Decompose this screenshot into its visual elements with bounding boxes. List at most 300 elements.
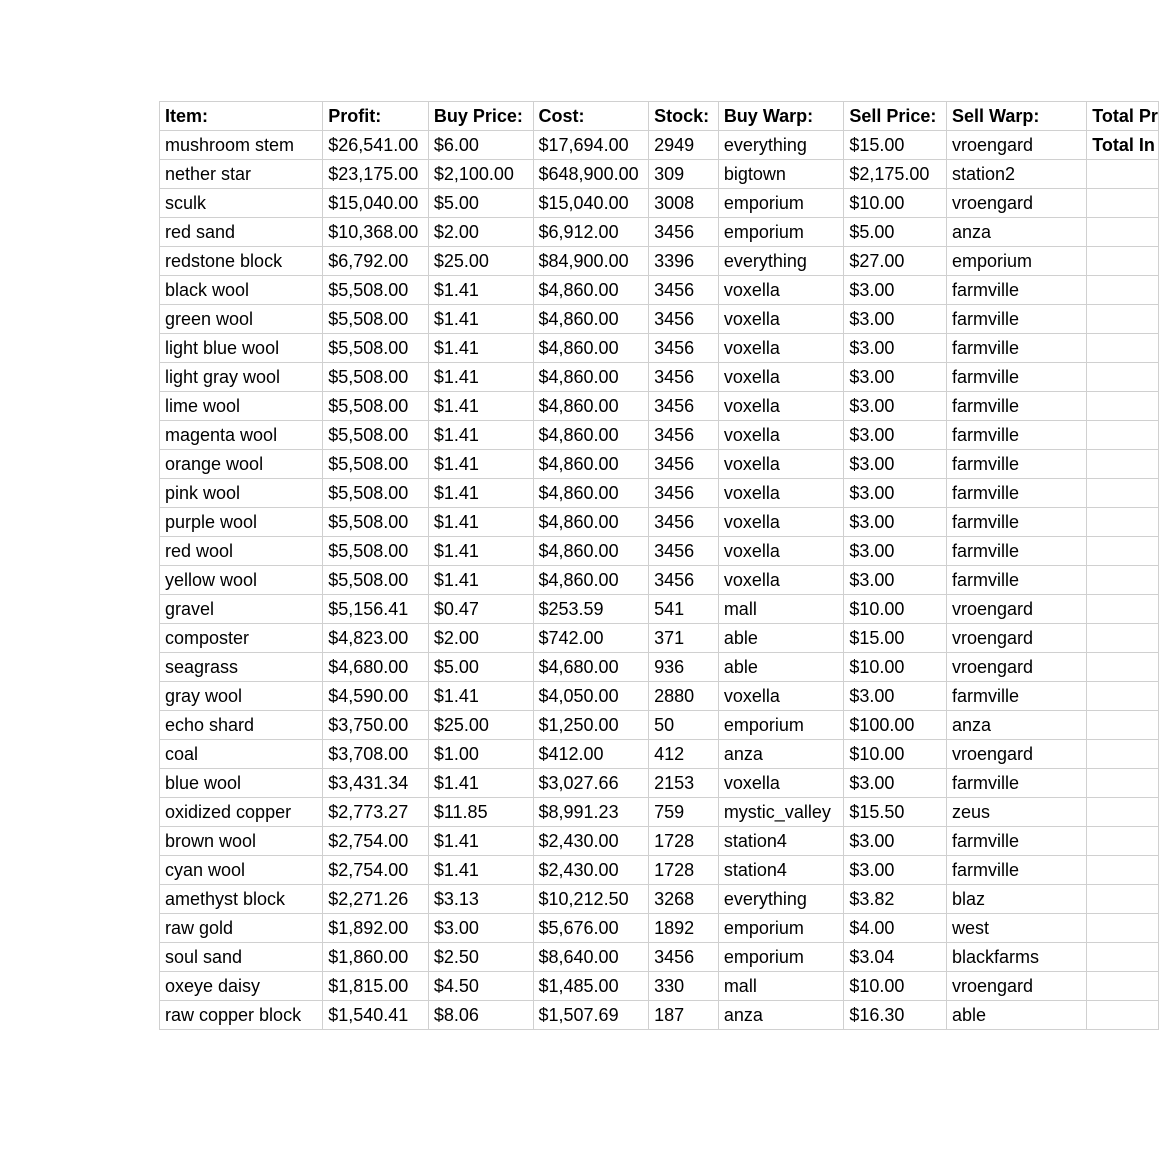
cell-buy-warp[interactable]: voxella xyxy=(718,479,844,508)
cell-stock[interactable]: 2153 xyxy=(649,769,719,798)
cell-buy-price[interactable]: $1.41 xyxy=(428,682,533,711)
cell-item[interactable]: redstone block xyxy=(160,247,323,276)
cell-empty[interactable] xyxy=(1087,334,1159,363)
cell-profit[interactable]: $3,708.00 xyxy=(323,740,429,769)
cell-item[interactable]: red wool xyxy=(160,537,323,566)
cell-sell-price[interactable]: $3.00 xyxy=(844,479,947,508)
header-cell-stock[interactable]: Stock: xyxy=(649,102,719,131)
cell-buy-price[interactable]: $8.06 xyxy=(428,1001,533,1030)
cell-item[interactable]: lime wool xyxy=(160,392,323,421)
cell-item[interactable]: gravel xyxy=(160,595,323,624)
cell-sell-warp[interactable]: farmville xyxy=(946,276,1086,305)
cell-profit[interactable]: $2,754.00 xyxy=(323,856,429,885)
header-row xyxy=(160,102,1159,131)
cell-buy-warp[interactable]: anza xyxy=(718,1001,844,1030)
cell-stock[interactable]: 3456 xyxy=(649,943,719,972)
cell-item[interactable]: coal xyxy=(160,740,323,769)
cell-sell-warp[interactable]: station2 xyxy=(946,160,1086,189)
cell-cost[interactable]: $4,860.00 xyxy=(533,334,649,363)
cell-buy-price[interactable]: $5.00 xyxy=(428,189,533,218)
cell-item[interactable]: oxidized copper xyxy=(160,798,323,827)
cell-profit[interactable]: $26,541.00 xyxy=(323,131,429,160)
cell-buy-price[interactable]: $1.41 xyxy=(428,856,533,885)
cell-stock[interactable]: 541 xyxy=(649,595,719,624)
cell-profit[interactable]: $1,860.00 xyxy=(323,943,429,972)
cell-buy-price[interactable]: $1.41 xyxy=(428,479,533,508)
cell-empty[interactable] xyxy=(1087,972,1159,1001)
cell-profit[interactable]: $23,175.00 xyxy=(323,160,429,189)
cell-cost[interactable]: $4,680.00 xyxy=(533,653,649,682)
cell-empty[interactable] xyxy=(1087,798,1159,827)
cell-buy-warp[interactable]: voxella xyxy=(718,305,844,334)
cell-buy-price[interactable]: $2.00 xyxy=(428,624,533,653)
cell-buy-price[interactable]: $1.41 xyxy=(428,827,533,856)
cell-stock[interactable]: 187 xyxy=(649,1001,719,1030)
cell-stock[interactable]: 3008 xyxy=(649,189,719,218)
cell-sell-warp[interactable]: farmville xyxy=(946,363,1086,392)
cell-profit[interactable]: $5,508.00 xyxy=(323,363,429,392)
cell-buy-warp[interactable]: emporium xyxy=(718,711,844,740)
cell-cost[interactable]: $5,676.00 xyxy=(533,914,649,943)
cell-sell-price[interactable]: $10.00 xyxy=(844,189,947,218)
cell-buy-warp[interactable]: anza xyxy=(718,740,844,769)
cell-stock[interactable]: 3268 xyxy=(649,885,719,914)
cell-sell-price[interactable]: $3.82 xyxy=(844,885,947,914)
cell-item[interactable]: amethyst block xyxy=(160,885,323,914)
cell-item[interactable]: seagrass xyxy=(160,653,323,682)
cell-sell-warp[interactable]: vroengard xyxy=(946,624,1086,653)
cell-buy-warp[interactable]: bigtown xyxy=(718,160,844,189)
cell-empty[interactable] xyxy=(1087,1001,1159,1030)
cell-buy-warp[interactable]: emporium xyxy=(718,189,844,218)
cell-buy-price[interactable]: $4.50 xyxy=(428,972,533,1001)
cell-sell-warp[interactable]: anza xyxy=(946,218,1086,247)
cell-sell-price[interactable]: $3.00 xyxy=(844,392,947,421)
cell-stock[interactable]: 1892 xyxy=(649,914,719,943)
cell-sell-price[interactable]: $15.00 xyxy=(844,131,947,160)
cell-stock[interactable]: 3456 xyxy=(649,392,719,421)
cell-cost[interactable]: $4,050.00 xyxy=(533,682,649,711)
cell-buy-warp[interactable]: voxella xyxy=(718,363,844,392)
table-row xyxy=(160,1001,1159,1030)
cell-sell-price[interactable]: $10.00 xyxy=(844,740,947,769)
cell-buy-warp[interactable]: voxella xyxy=(718,421,844,450)
cell-profit[interactable]: $6,792.00 xyxy=(323,247,429,276)
cell-buy-price[interactable]: $3.00 xyxy=(428,914,533,943)
cell-cost[interactable]: $84,900.00 xyxy=(533,247,649,276)
cell-empty[interactable] xyxy=(1087,189,1159,218)
cell-empty[interactable] xyxy=(1087,450,1159,479)
cell-cost[interactable]: $742.00 xyxy=(533,624,649,653)
cell-cost[interactable]: $4,860.00 xyxy=(533,276,649,305)
cell-cost[interactable]: $8,640.00 xyxy=(533,943,649,972)
cell-sell-price[interactable]: $10.00 xyxy=(844,972,947,1001)
cell-sell-warp[interactable]: vroengard xyxy=(946,740,1086,769)
cell-item[interactable]: mushroom stem xyxy=(160,131,323,160)
cell-buy-warp[interactable]: voxella xyxy=(718,537,844,566)
cell-empty[interactable] xyxy=(1087,218,1159,247)
cell-stock[interactable]: 3456 xyxy=(649,479,719,508)
cell-buy-warp[interactable]: voxella xyxy=(718,450,844,479)
table-row xyxy=(160,189,1159,218)
cell-buy-price[interactable]: $1.00 xyxy=(428,740,533,769)
cell-cost[interactable]: $1,507.69 xyxy=(533,1001,649,1030)
table-row xyxy=(160,334,1159,363)
cell-profit[interactable]: $2,754.00 xyxy=(323,827,429,856)
cell-buy-price[interactable]: $1.41 xyxy=(428,421,533,450)
cell-stock[interactable]: 330 xyxy=(649,972,719,1001)
cell-buy-price[interactable]: $5.00 xyxy=(428,653,533,682)
cell-buy-price[interactable]: $25.00 xyxy=(428,247,533,276)
cell-buy-warp[interactable]: everything xyxy=(718,131,844,160)
cell-empty[interactable] xyxy=(1087,885,1159,914)
cell-buy-warp[interactable]: voxella xyxy=(718,276,844,305)
cell-profit[interactable]: $5,508.00 xyxy=(323,392,429,421)
cell-buy-price[interactable]: $3.13 xyxy=(428,885,533,914)
cell-stock[interactable]: 1728 xyxy=(649,827,719,856)
cell-stock[interactable]: 3456 xyxy=(649,566,719,595)
cell-cost[interactable]: $1,250.00 xyxy=(533,711,649,740)
cell-sell-warp[interactable]: farmville xyxy=(946,682,1086,711)
cell-stock[interactable]: 759 xyxy=(649,798,719,827)
cell-buy-price[interactable]: $2.00 xyxy=(428,218,533,247)
cell-buy-price[interactable]: $1.41 xyxy=(428,363,533,392)
cell-item[interactable]: oxeye daisy xyxy=(160,972,323,1001)
cell-sell-warp[interactable]: vroengard xyxy=(946,972,1086,1001)
cell-cost[interactable]: $4,860.00 xyxy=(533,450,649,479)
cell-sell-warp[interactable]: farmville xyxy=(946,827,1086,856)
cell-stock[interactable]: 936 xyxy=(649,653,719,682)
cell-profit[interactable]: $5,508.00 xyxy=(323,537,429,566)
cell-item[interactable]: brown wool xyxy=(160,827,323,856)
cell-stock[interactable]: 2880 xyxy=(649,682,719,711)
table-row xyxy=(160,653,1159,682)
cell-sell-price[interactable]: $3.00 xyxy=(844,566,947,595)
cell-item[interactable]: light gray wool xyxy=(160,363,323,392)
cell-sell-price[interactable]: $3.00 xyxy=(844,421,947,450)
cell-cost[interactable]: $4,860.00 xyxy=(533,363,649,392)
cell-sell-price[interactable]: $100.00 xyxy=(844,711,947,740)
cell-empty[interactable] xyxy=(1087,653,1159,682)
table-row xyxy=(160,508,1159,537)
header-cell-sell-warp[interactable]: Sell Warp: xyxy=(946,102,1086,131)
cell-sell-price[interactable]: $15.00 xyxy=(844,624,947,653)
cell-sell-price[interactable]: $4.00 xyxy=(844,914,947,943)
cell-sell-price[interactable]: $27.00 xyxy=(844,247,947,276)
cell-cost[interactable]: $1,485.00 xyxy=(533,972,649,1001)
cell-buy-price[interactable]: $6.00 xyxy=(428,131,533,160)
cell-buy-price[interactable]: $1.41 xyxy=(428,508,533,537)
cell-sell-price[interactable]: $3.00 xyxy=(844,450,947,479)
cell-stock[interactable]: 50 xyxy=(649,711,719,740)
cell-sell-warp[interactable]: blackfarms xyxy=(946,943,1086,972)
cell-item[interactable]: cyan wool xyxy=(160,856,323,885)
cell-buy-warp[interactable]: able xyxy=(718,624,844,653)
cell-buy-price[interactable]: $1.41 xyxy=(428,392,533,421)
cell-item[interactable]: composter xyxy=(160,624,323,653)
cell-total-label[interactable]: Total In xyxy=(1087,131,1159,160)
header-cell-buy-warp[interactable]: Buy Warp: xyxy=(718,102,844,131)
cell-sell-warp[interactable]: emporium xyxy=(946,247,1086,276)
cell-profit[interactable]: $3,750.00 xyxy=(323,711,429,740)
cell-item[interactable]: echo shard xyxy=(160,711,323,740)
cell-stock[interactable]: 3456 xyxy=(649,508,719,537)
cell-sell-warp[interactable]: anza xyxy=(946,711,1086,740)
cell-sell-price[interactable]: $5.00 xyxy=(844,218,947,247)
cell-item[interactable]: purple wool xyxy=(160,508,323,537)
cell-profit[interactable]: $5,508.00 xyxy=(323,421,429,450)
cell-empty[interactable] xyxy=(1087,769,1159,798)
cell-empty[interactable] xyxy=(1087,595,1159,624)
cell-sell-price[interactable]: $15.50 xyxy=(844,798,947,827)
cell-empty[interactable] xyxy=(1087,827,1159,856)
cell-sell-warp[interactable]: farmville xyxy=(946,450,1086,479)
cell-buy-warp[interactable]: emporium xyxy=(718,943,844,972)
cell-profit[interactable]: $5,156.41 xyxy=(323,595,429,624)
cell-buy-warp[interactable]: voxella xyxy=(718,508,844,537)
cell-item[interactable]: sculk xyxy=(160,189,323,218)
cell-cost[interactable]: $10,212.50 xyxy=(533,885,649,914)
cell-profit[interactable]: $3,431.34 xyxy=(323,769,429,798)
cell-empty[interactable] xyxy=(1087,363,1159,392)
cell-profit[interactable]: $5,508.00 xyxy=(323,479,429,508)
cell-sell-price[interactable]: $3.04 xyxy=(844,943,947,972)
cell-item[interactable]: light blue wool xyxy=(160,334,323,363)
cell-buy-warp[interactable]: voxella xyxy=(718,334,844,363)
cell-buy-warp[interactable]: emporium xyxy=(718,914,844,943)
cell-item[interactable]: blue wool xyxy=(160,769,323,798)
cell-empty[interactable] xyxy=(1087,740,1159,769)
header-cell-profit[interactable]: Profit: xyxy=(323,102,429,131)
cell-cost[interactable]: $4,860.00 xyxy=(533,421,649,450)
cell-buy-warp[interactable]: mall xyxy=(718,972,844,1001)
cell-profit[interactable]: $5,508.00 xyxy=(323,450,429,479)
cell-empty[interactable] xyxy=(1087,160,1159,189)
cell-buy-price[interactable]: $1.41 xyxy=(428,566,533,595)
cell-item[interactable]: magenta wool xyxy=(160,421,323,450)
cell-sell-price[interactable]: $3.00 xyxy=(844,305,947,334)
cell-stock[interactable]: 3456 xyxy=(649,363,719,392)
cell-profit[interactable]: $5,508.00 xyxy=(323,566,429,595)
cell-profit[interactable]: $1,540.41 xyxy=(323,1001,429,1030)
cell-stock[interactable]: 3396 xyxy=(649,247,719,276)
cell-sell-price[interactable]: $10.00 xyxy=(844,653,947,682)
cell-cost[interactable]: $4,860.00 xyxy=(533,508,649,537)
cell-empty[interactable] xyxy=(1087,508,1159,537)
cell-sell-price[interactable]: $3.00 xyxy=(844,682,947,711)
cell-sell-price[interactable]: $3.00 xyxy=(844,537,947,566)
cell-item[interactable]: black wool xyxy=(160,276,323,305)
cell-profit[interactable]: $5,508.00 xyxy=(323,276,429,305)
cell-empty[interactable] xyxy=(1087,247,1159,276)
cell-stock[interactable]: 3456 xyxy=(649,421,719,450)
cell-stock[interactable]: 3456 xyxy=(649,276,719,305)
header-cell-cost[interactable]: Cost: xyxy=(533,102,649,131)
cell-cost[interactable]: $412.00 xyxy=(533,740,649,769)
cell-profit[interactable]: $4,680.00 xyxy=(323,653,429,682)
cell-cost[interactable]: $648,900.00 xyxy=(533,160,649,189)
cell-sell-warp[interactable]: vroengard xyxy=(946,131,1086,160)
cell-buy-warp[interactable]: mystic_valley xyxy=(718,798,844,827)
cell-sell-price[interactable]: $2,175.00 xyxy=(844,160,947,189)
cell-sell-warp[interactable]: farmville xyxy=(946,537,1086,566)
cell-buy-warp[interactable]: station4 xyxy=(718,856,844,885)
table-row xyxy=(160,595,1159,624)
cell-item[interactable]: raw gold xyxy=(160,914,323,943)
header-cell-sell-price[interactable]: Sell Price: xyxy=(844,102,947,131)
cell-buy-warp[interactable]: everything xyxy=(718,885,844,914)
cell-stock[interactable]: 3456 xyxy=(649,334,719,363)
cell-sell-warp[interactable]: farmville xyxy=(946,479,1086,508)
cell-buy-price[interactable]: $1.41 xyxy=(428,334,533,363)
cell-stock[interactable]: 3456 xyxy=(649,450,719,479)
cell-empty[interactable] xyxy=(1087,479,1159,508)
cell-profit[interactable]: $1,815.00 xyxy=(323,972,429,1001)
cell-cost[interactable]: $3,027.66 xyxy=(533,769,649,798)
cell-empty[interactable] xyxy=(1087,711,1159,740)
cell-stock[interactable]: 2949 xyxy=(649,131,719,160)
cell-profit[interactable]: $5,508.00 xyxy=(323,508,429,537)
cell-item[interactable]: red sand xyxy=(160,218,323,247)
cell-sell-warp[interactable]: west xyxy=(946,914,1086,943)
cell-stock[interactable]: 371 xyxy=(649,624,719,653)
cell-stock[interactable]: 3456 xyxy=(649,305,719,334)
cell-buy-warp[interactable]: voxella xyxy=(718,682,844,711)
table-row xyxy=(160,885,1159,914)
cell-sell-price[interactable]: $3.00 xyxy=(844,856,947,885)
cell-buy-price[interactable]: $1.41 xyxy=(428,276,533,305)
cell-buy-price[interactable]: $2,100.00 xyxy=(428,160,533,189)
cell-profit[interactable]: $5,508.00 xyxy=(323,334,429,363)
cell-buy-warp[interactable]: voxella xyxy=(718,769,844,798)
cell-cost[interactable]: $253.59 xyxy=(533,595,649,624)
cell-profit[interactable]: $4,590.00 xyxy=(323,682,429,711)
cell-sell-warp[interactable]: blaz xyxy=(946,885,1086,914)
cell-buy-price[interactable]: $25.00 xyxy=(428,711,533,740)
table-row xyxy=(160,247,1159,276)
cell-cost[interactable]: $8,991.23 xyxy=(533,798,649,827)
cell-sell-warp[interactable]: able xyxy=(946,1001,1086,1030)
cell-sell-warp[interactable]: farmville xyxy=(946,421,1086,450)
cell-profit[interactable]: $4,823.00 xyxy=(323,624,429,653)
cell-sell-price[interactable]: $3.00 xyxy=(844,508,947,537)
cell-empty[interactable] xyxy=(1087,943,1159,972)
header-cell-buy-price[interactable]: Buy Price: xyxy=(428,102,533,131)
cell-empty[interactable] xyxy=(1087,392,1159,421)
cell-buy-warp[interactable]: voxella xyxy=(718,566,844,595)
cell-buy-price[interactable]: $1.41 xyxy=(428,769,533,798)
cell-item[interactable]: nether star xyxy=(160,160,323,189)
cell-profit[interactable]: $15,040.00 xyxy=(323,189,429,218)
cell-empty[interactable] xyxy=(1087,276,1159,305)
table-row xyxy=(160,914,1159,943)
cell-sell-price[interactable]: $16.30 xyxy=(844,1001,947,1030)
cell-cost[interactable]: $4,860.00 xyxy=(533,566,649,595)
cell-buy-warp[interactable]: able xyxy=(718,653,844,682)
cell-sell-price[interactable]: $10.00 xyxy=(844,595,947,624)
cell-sell-warp[interactable]: farmville xyxy=(946,392,1086,421)
cell-cost[interactable]: $4,860.00 xyxy=(533,537,649,566)
cell-sell-warp[interactable]: farmville xyxy=(946,305,1086,334)
cell-sell-price[interactable]: $3.00 xyxy=(844,769,947,798)
cell-empty[interactable] xyxy=(1087,537,1159,566)
cell-cost[interactable]: $15,040.00 xyxy=(533,189,649,218)
cell-sell-warp[interactable]: vroengard xyxy=(946,653,1086,682)
cell-sell-warp[interactable]: farmville xyxy=(946,334,1086,363)
cell-item[interactable]: raw copper block xyxy=(160,1001,323,1030)
cell-buy-price[interactable]: $1.41 xyxy=(428,305,533,334)
cell-profit[interactable]: $1,892.00 xyxy=(323,914,429,943)
cell-sell-price[interactable]: $3.00 xyxy=(844,276,947,305)
cell-cost[interactable]: $4,860.00 xyxy=(533,392,649,421)
cell-buy-warp[interactable]: station4 xyxy=(718,827,844,856)
cell-item[interactable]: gray wool xyxy=(160,682,323,711)
cell-sell-warp[interactable]: farmville xyxy=(946,566,1086,595)
cell-stock[interactable]: 412 xyxy=(649,740,719,769)
cell-empty[interactable] xyxy=(1087,305,1159,334)
cell-buy-warp[interactable]: voxella xyxy=(718,392,844,421)
cell-buy-price[interactable]: $11.85 xyxy=(428,798,533,827)
cell-cost[interactable]: $4,860.00 xyxy=(533,479,649,508)
cell-cost[interactable]: $17,694.00 xyxy=(533,131,649,160)
cell-sell-warp[interactable]: farmville xyxy=(946,769,1086,798)
cell-buy-warp[interactable]: everything xyxy=(718,247,844,276)
cell-stock[interactable]: 309 xyxy=(649,160,719,189)
cell-item[interactable]: yellow wool xyxy=(160,566,323,595)
table-row xyxy=(160,682,1159,711)
cell-stock[interactable]: 1728 xyxy=(649,856,719,885)
cell-item[interactable]: green wool xyxy=(160,305,323,334)
cell-profit[interactable]: $2,271.26 xyxy=(323,885,429,914)
cell-stock[interactable]: 3456 xyxy=(649,218,719,247)
cell-cost[interactable]: $2,430.00 xyxy=(533,827,649,856)
cell-buy-warp[interactable]: emporium xyxy=(718,218,844,247)
cell-profit[interactable]: $2,773.27 xyxy=(323,798,429,827)
cell-buy-price[interactable]: $1.41 xyxy=(428,537,533,566)
cell-item[interactable]: orange wool xyxy=(160,450,323,479)
cell-cost[interactable]: $2,430.00 xyxy=(533,856,649,885)
cell-empty[interactable] xyxy=(1087,856,1159,885)
cell-sell-price[interactable]: $3.00 xyxy=(844,827,947,856)
cell-profit[interactable]: $10,368.00 xyxy=(323,218,429,247)
cell-sell-warp[interactable]: vroengard xyxy=(946,189,1086,218)
cell-buy-warp[interactable]: mall xyxy=(718,595,844,624)
cell-empty[interactable] xyxy=(1087,624,1159,653)
cell-item[interactable]: soul sand xyxy=(160,943,323,972)
cell-empty[interactable] xyxy=(1087,421,1159,450)
cell-sell-warp[interactable]: vroengard xyxy=(946,595,1086,624)
cell-sell-price[interactable]: $3.00 xyxy=(844,334,947,363)
cell-buy-price[interactable]: $0.47 xyxy=(428,595,533,624)
cell-profit[interactable]: $5,508.00 xyxy=(323,305,429,334)
cell-sell-warp[interactable]: zeus xyxy=(946,798,1086,827)
cell-buy-price[interactable]: $2.50 xyxy=(428,943,533,972)
cell-cost[interactable]: $6,912.00 xyxy=(533,218,649,247)
cell-cost[interactable]: $4,860.00 xyxy=(533,305,649,334)
cell-sell-price[interactable]: $3.00 xyxy=(844,363,947,392)
cell-empty[interactable] xyxy=(1087,682,1159,711)
cell-sell-warp[interactable]: farmville xyxy=(946,856,1086,885)
table-row xyxy=(160,827,1159,856)
cell-buy-price[interactable]: $1.41 xyxy=(428,450,533,479)
cell-sell-warp[interactable]: farmville xyxy=(946,508,1086,537)
cell-empty[interactable] xyxy=(1087,566,1159,595)
cell-item[interactable]: pink wool xyxy=(160,479,323,508)
header-cell-total-profit[interactable]: Total Pr xyxy=(1087,102,1159,131)
cell-empty[interactable] xyxy=(1087,914,1159,943)
cell-stock[interactable]: 3456 xyxy=(649,537,719,566)
header-cell-item[interactable]: Item: xyxy=(160,102,323,131)
